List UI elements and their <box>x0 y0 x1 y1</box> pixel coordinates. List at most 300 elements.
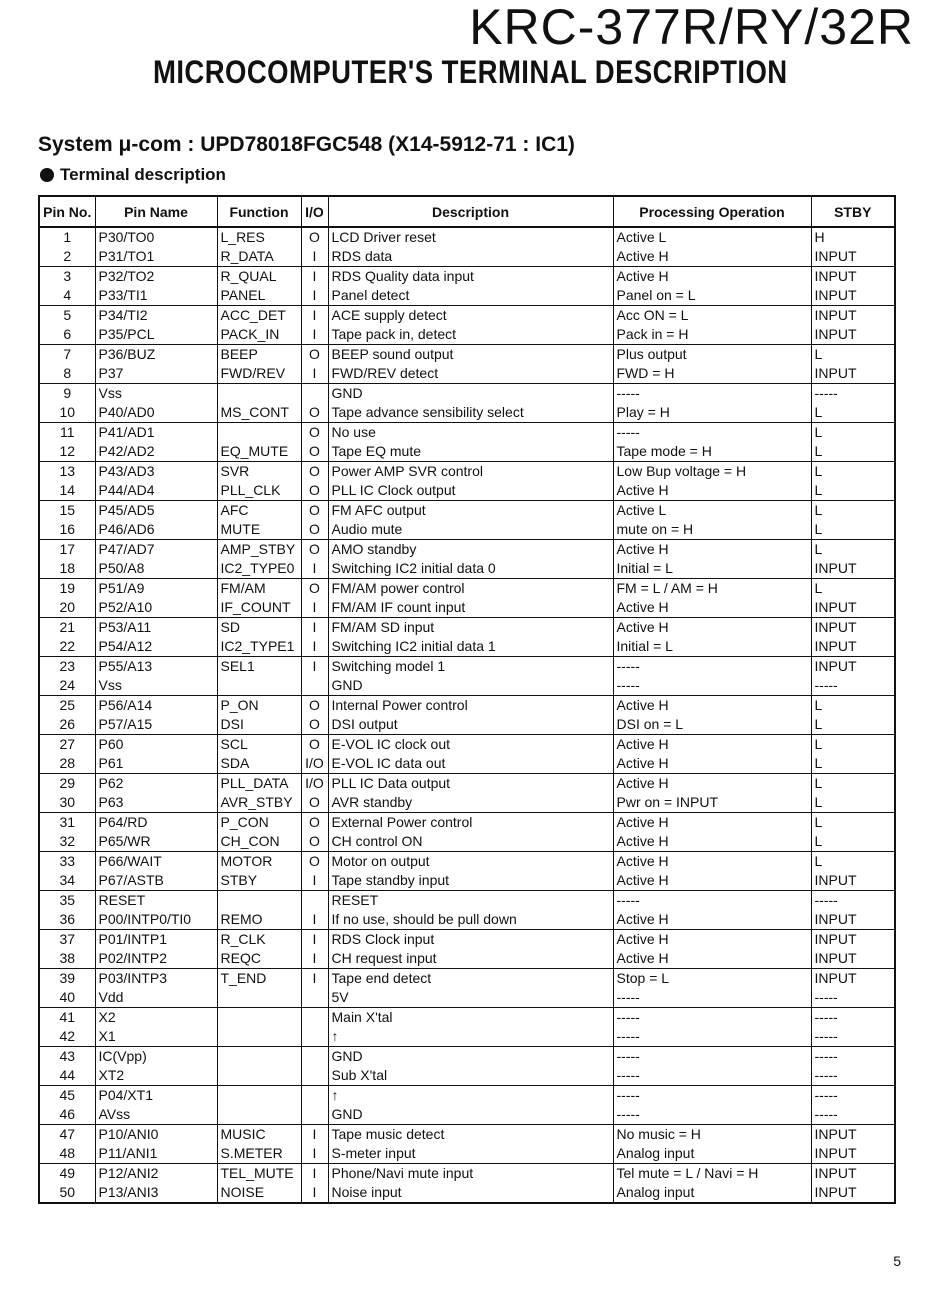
cell-description: No use <box>328 423 613 443</box>
cell-function: ACC_DET <box>217 306 301 326</box>
cell-io: I <box>301 598 328 618</box>
subsection-label: Terminal description <box>60 165 226 184</box>
cell-stby: ----- <box>811 1066 895 1086</box>
cell-pin-name: Vss <box>95 384 217 404</box>
cell-pin-no: 44 <box>39 1066 95 1086</box>
cell-pin-name: P54/A12 <box>95 637 217 657</box>
cell-stby: L <box>811 501 895 521</box>
cell-io: I/O <box>301 754 328 774</box>
cell-function: IC2_TYPE0 <box>217 559 301 579</box>
table-row <box>39 1125 895 1145</box>
cell-pin-name: P62 <box>95 774 217 794</box>
cell-pin-name: P52/A10 <box>95 598 217 618</box>
cell-function <box>217 891 301 911</box>
cell-processing-operation: Tape mode = H <box>613 442 811 462</box>
cell-pin-no: 38 <box>39 949 95 969</box>
cell-pin-name: P46/AD6 <box>95 520 217 540</box>
cell-processing-operation: ----- <box>613 423 811 443</box>
cell-io: O <box>301 345 328 365</box>
cell-description: 5V <box>328 988 613 1008</box>
cell-pin-no: 8 <box>39 364 95 384</box>
cell-pin-name: P34/TI2 <box>95 306 217 326</box>
table-row <box>39 1183 895 1203</box>
cell-io <box>301 1066 328 1086</box>
cell-function: SVR <box>217 462 301 482</box>
cell-description: Switching IC2 initial data 1 <box>328 637 613 657</box>
cell-processing-operation: Active H <box>613 871 811 891</box>
table-row <box>39 1086 895 1106</box>
cell-pin-no: 34 <box>39 871 95 891</box>
cell-pin-name: RESET <box>95 891 217 911</box>
terminal-table <box>38 195 896 1204</box>
cell-io: I <box>301 286 328 306</box>
cell-stby: INPUT <box>811 325 895 345</box>
cell-processing-operation: Active H <box>613 832 811 852</box>
cell-function: MUTE <box>217 520 301 540</box>
cell-io: O <box>301 501 328 521</box>
cell-io: O <box>301 227 328 247</box>
header-stby: STBY <box>811 196 895 227</box>
cell-pin-name: P50/A8 <box>95 559 217 579</box>
cell-function <box>217 1105 301 1125</box>
cell-pin-no: 12 <box>39 442 95 462</box>
cell-pin-name: P47/AD7 <box>95 540 217 560</box>
cell-function: R_CLK <box>217 930 301 950</box>
cell-pin-name: P43/AD3 <box>95 462 217 482</box>
cell-stby: L <box>811 520 895 540</box>
cell-function: IF_COUNT <box>217 598 301 618</box>
cell-description: GND <box>328 1105 613 1125</box>
cell-pin-name: P55/A13 <box>95 657 217 677</box>
cell-description: ACE supply detect <box>328 306 613 326</box>
cell-io: O <box>301 462 328 482</box>
cell-stby: L <box>811 774 895 794</box>
cell-pin-no: 2 <box>39 247 95 267</box>
cell-io: O <box>301 403 328 423</box>
cell-pin-name: P37 <box>95 364 217 384</box>
cell-description: S-meter input <box>328 1144 613 1164</box>
cell-io: I <box>301 559 328 579</box>
cell-processing-operation: Active H <box>613 949 811 969</box>
cell-stby: ----- <box>811 1008 895 1028</box>
cell-io: I <box>301 637 328 657</box>
table-row <box>39 559 895 579</box>
header-function: Function <box>217 196 301 227</box>
cell-processing-operation: Active H <box>613 813 811 833</box>
table-row <box>39 891 895 911</box>
cell-processing-operation: Active H <box>613 481 811 501</box>
cell-pin-no: 3 <box>39 267 95 287</box>
cell-stby: INPUT <box>811 910 895 930</box>
cell-pin-name: X2 <box>95 1008 217 1028</box>
cell-function: R_DATA <box>217 247 301 267</box>
cell-pin-no: 40 <box>39 988 95 1008</box>
table-row <box>39 754 895 774</box>
cell-description: FWD/REV detect <box>328 364 613 384</box>
table-row <box>39 774 895 794</box>
cell-function: NOISE <box>217 1183 301 1203</box>
cell-io: I <box>301 871 328 891</box>
table-row <box>39 1027 895 1047</box>
cell-processing-operation: ----- <box>613 1008 811 1028</box>
cell-description: Sub X'tal <box>328 1066 613 1086</box>
cell-description: Internal Power control <box>328 696 613 716</box>
cell-function <box>217 676 301 696</box>
cell-pin-no: 20 <box>39 598 95 618</box>
cell-processing-operation: ----- <box>613 1086 811 1106</box>
cell-stby: INPUT <box>811 637 895 657</box>
cell-pin-no: 7 <box>39 345 95 365</box>
cell-io: I <box>301 306 328 326</box>
cell-processing-operation: Tel mute = L / Navi = H <box>613 1164 811 1184</box>
cell-description: CH control ON <box>328 832 613 852</box>
cell-pin-no: 29 <box>39 774 95 794</box>
cell-stby: INPUT <box>811 618 895 638</box>
cell-pin-no: 5 <box>39 306 95 326</box>
cell-io <box>301 988 328 1008</box>
cell-pin-name: P10/ANI0 <box>95 1125 217 1145</box>
cell-io: I <box>301 247 328 267</box>
cell-stby: L <box>811 852 895 872</box>
table-header-row <box>39 196 895 227</box>
cell-function: AFC <box>217 501 301 521</box>
table-row <box>39 598 895 618</box>
cell-stby: L <box>811 540 895 560</box>
cell-stby: INPUT <box>811 871 895 891</box>
cell-function <box>217 384 301 404</box>
cell-pin-name: P40/AD0 <box>95 403 217 423</box>
cell-description: E-VOL IC data out <box>328 754 613 774</box>
cell-stby: ----- <box>811 1027 895 1047</box>
cell-pin-no: 15 <box>39 501 95 521</box>
cell-io: I <box>301 1164 328 1184</box>
cell-pin-no: 16 <box>39 520 95 540</box>
cell-stby: L <box>811 754 895 774</box>
cell-io: O <box>301 520 328 540</box>
cell-stby: INPUT <box>811 657 895 677</box>
cell-pin-no: 33 <box>39 852 95 872</box>
cell-function <box>217 423 301 443</box>
cell-processing-operation: Analog input <box>613 1144 811 1164</box>
cell-pin-no: 28 <box>39 754 95 774</box>
cell-function: IC2_TYPE1 <box>217 637 301 657</box>
table-row <box>39 949 895 969</box>
cell-pin-no: 37 <box>39 930 95 950</box>
table-row <box>39 423 895 443</box>
cell-pin-name: P66/WAIT <box>95 852 217 872</box>
table-row <box>39 696 895 716</box>
table-row <box>39 637 895 657</box>
system-mcu-title: System μ-com : UPD78018FGC548 (X14-5912-71 : IC1) <box>38 133 575 156</box>
cell-io: I <box>301 930 328 950</box>
cell-description: RDS data <box>328 247 613 267</box>
header-io: I/O <box>301 196 328 227</box>
cell-stby: INPUT <box>811 559 895 579</box>
cell-pin-no: 23 <box>39 657 95 677</box>
cell-processing-operation: Active H <box>613 910 811 930</box>
cell-pin-name: P63 <box>95 793 217 813</box>
cell-stby: L <box>811 442 895 462</box>
cell-pin-no: 19 <box>39 579 95 599</box>
cell-function: SCL <box>217 735 301 755</box>
cell-processing-operation: Low Bup voltage = H <box>613 462 811 482</box>
cell-io: I <box>301 364 328 384</box>
table-row <box>39 1144 895 1164</box>
cell-pin-no: 6 <box>39 325 95 345</box>
cell-io: O <box>301 735 328 755</box>
table-row <box>39 442 895 462</box>
cell-stby: L <box>811 579 895 599</box>
cell-pin-no: 49 <box>39 1164 95 1184</box>
cell-stby: L <box>811 793 895 813</box>
cell-description: Power AMP SVR control <box>328 462 613 482</box>
cell-stby: ----- <box>811 1086 895 1106</box>
cell-stby: L <box>811 481 895 501</box>
cell-pin-no: 11 <box>39 423 95 443</box>
cell-pin-no: 27 <box>39 735 95 755</box>
cell-function: AMP_STBY <box>217 540 301 560</box>
header-description: Description <box>328 196 613 227</box>
cell-pin-name: P31/TO1 <box>95 247 217 267</box>
cell-stby: INPUT <box>811 949 895 969</box>
cell-io: I/O <box>301 774 328 794</box>
cell-io: I <box>301 910 328 930</box>
table-row <box>39 540 895 560</box>
cell-pin-name: XT2 <box>95 1066 217 1086</box>
cell-pin-no: 36 <box>39 910 95 930</box>
cell-processing-operation: Active H <box>613 930 811 950</box>
cell-function <box>217 988 301 1008</box>
cell-processing-operation: Initial = L <box>613 637 811 657</box>
cell-description: Switching model 1 <box>328 657 613 677</box>
cell-description: Noise input <box>328 1183 613 1203</box>
cell-processing-operation: Panel on = L <box>613 286 811 306</box>
cell-stby: L <box>811 403 895 423</box>
cell-description: BEEP sound output <box>328 345 613 365</box>
cell-description: ↑ <box>328 1027 613 1047</box>
bullet-icon <box>40 168 54 182</box>
cell-pin-no: 26 <box>39 715 95 735</box>
table-row <box>39 618 895 638</box>
cell-function: FM/AM <box>217 579 301 599</box>
cell-stby: L <box>811 423 895 443</box>
table-row <box>39 520 895 540</box>
cell-description: FM/AM SD input <box>328 618 613 638</box>
header-pin-no: Pin No. <box>39 196 95 227</box>
cell-pin-name: P53/A11 <box>95 618 217 638</box>
cell-io <box>301 1086 328 1106</box>
cell-description: CH request input <box>328 949 613 969</box>
table-row <box>39 930 895 950</box>
page-title: MICROCOMPUTER'S TERMINAL DESCRIPTION <box>153 54 788 90</box>
cell-pin-name: AVss <box>95 1105 217 1125</box>
cell-function: AVR_STBY <box>217 793 301 813</box>
cell-processing-operation: ----- <box>613 1105 811 1125</box>
cell-description: AVR standby <box>328 793 613 813</box>
cell-description: ↑ <box>328 1086 613 1106</box>
cell-stby: H <box>811 227 895 247</box>
cell-description: DSI output <box>328 715 613 735</box>
cell-io: O <box>301 813 328 833</box>
cell-stby: INPUT <box>811 969 895 989</box>
cell-processing-operation: ----- <box>613 676 811 696</box>
cell-pin-no: 18 <box>39 559 95 579</box>
cell-io <box>301 384 328 404</box>
cell-pin-no: 43 <box>39 1047 95 1067</box>
cell-processing-operation: Pwr on = INPUT <box>613 793 811 813</box>
cell-function <box>217 1066 301 1086</box>
table-row <box>39 306 895 326</box>
cell-io: O <box>301 442 328 462</box>
cell-processing-operation: DSI on = L <box>613 715 811 735</box>
cell-function <box>217 1008 301 1028</box>
cell-function: REQC <box>217 949 301 969</box>
cell-function <box>217 1047 301 1067</box>
cell-function: SEL1 <box>217 657 301 677</box>
cell-processing-operation: ----- <box>613 384 811 404</box>
cell-pin-name: P44/AD4 <box>95 481 217 501</box>
cell-stby: ----- <box>811 1047 895 1067</box>
cell-pin-no: 47 <box>39 1125 95 1145</box>
cell-pin-name: P32/TO2 <box>95 267 217 287</box>
cell-processing-operation: No music = H <box>613 1125 811 1145</box>
cell-io: I <box>301 1183 328 1203</box>
table-row <box>39 501 895 521</box>
cell-description: FM AFC output <box>328 501 613 521</box>
header-pin-name: Pin Name <box>95 196 217 227</box>
table-row <box>39 852 895 872</box>
cell-pin-name: P61 <box>95 754 217 774</box>
cell-pin-name: P03/INTP3 <box>95 969 217 989</box>
cell-io: I <box>301 949 328 969</box>
table-row <box>39 871 895 891</box>
cell-pin-no: 4 <box>39 286 95 306</box>
cell-pin-name: P60 <box>95 735 217 755</box>
cell-pin-no: 30 <box>39 793 95 813</box>
cell-pin-no: 48 <box>39 1144 95 1164</box>
cell-function: PANEL <box>217 286 301 306</box>
cell-pin-no: 31 <box>39 813 95 833</box>
cell-description: GND <box>328 676 613 696</box>
table-row <box>39 462 895 482</box>
cell-function: EQ_MUTE <box>217 442 301 462</box>
cell-processing-operation: Active H <box>613 696 811 716</box>
cell-pin-name: P01/INTP1 <box>95 930 217 950</box>
cell-pin-no: 32 <box>39 832 95 852</box>
table-row <box>39 1164 895 1184</box>
cell-io <box>301 1027 328 1047</box>
cell-pin-no: 1 <box>39 227 95 247</box>
cell-function: T_END <box>217 969 301 989</box>
cell-processing-operation: Active H <box>613 735 811 755</box>
cell-stby: ----- <box>811 676 895 696</box>
cell-pin-no: 22 <box>39 637 95 657</box>
cell-stby: INPUT <box>811 1144 895 1164</box>
cell-description: GND <box>328 1047 613 1067</box>
cell-function: BEEP <box>217 345 301 365</box>
cell-stby: INPUT <box>811 364 895 384</box>
cell-processing-operation: FWD = H <box>613 364 811 384</box>
cell-io <box>301 1047 328 1067</box>
table-row <box>39 1066 895 1086</box>
cell-io: O <box>301 793 328 813</box>
table-row <box>39 247 895 267</box>
cell-stby: ----- <box>811 1105 895 1125</box>
table-row <box>39 969 895 989</box>
cell-function: DSI <box>217 715 301 735</box>
cell-function <box>217 1027 301 1047</box>
cell-processing-operation: Active H <box>613 247 811 267</box>
cell-io: O <box>301 832 328 852</box>
cell-function: REMO <box>217 910 301 930</box>
cell-description: RESET <box>328 891 613 911</box>
cell-io <box>301 676 328 696</box>
cell-pin-name: P42/AD2 <box>95 442 217 462</box>
cell-processing-operation: Active H <box>613 267 811 287</box>
cell-io: O <box>301 715 328 735</box>
cell-function: PLL_DATA <box>217 774 301 794</box>
cell-pin-name: P12/ANI2 <box>95 1164 217 1184</box>
cell-io: O <box>301 423 328 443</box>
cell-function: S.METER <box>217 1144 301 1164</box>
cell-io: I <box>301 1125 328 1145</box>
cell-stby: INPUT <box>811 306 895 326</box>
cell-pin-name: P02/INTP2 <box>95 949 217 969</box>
cell-processing-operation: Analog input <box>613 1183 811 1203</box>
cell-io: O <box>301 481 328 501</box>
cell-description: E-VOL IC clock out <box>328 735 613 755</box>
cell-pin-no: 10 <box>39 403 95 423</box>
cell-function: MOTOR <box>217 852 301 872</box>
table-row <box>39 715 895 735</box>
cell-processing-operation: Stop = L <box>613 969 811 989</box>
cell-description: External Power control <box>328 813 613 833</box>
cell-function: P_ON <box>217 696 301 716</box>
table-row <box>39 364 895 384</box>
cell-processing-operation: ----- <box>613 1047 811 1067</box>
cell-io <box>301 1008 328 1028</box>
cell-pin-name: P00/INTP0/TI0 <box>95 910 217 930</box>
page-number: 5 <box>893 1253 901 1269</box>
cell-io: I <box>301 969 328 989</box>
cell-stby: INPUT <box>811 267 895 287</box>
cell-pin-no: 9 <box>39 384 95 404</box>
cell-stby: INPUT <box>811 930 895 950</box>
table-row <box>39 481 895 501</box>
cell-processing-operation: Plus output <box>613 345 811 365</box>
header-processing-operation: Processing Operation <box>613 196 811 227</box>
cell-description: GND <box>328 384 613 404</box>
cell-processing-operation: Play = H <box>613 403 811 423</box>
cell-pin-no: 35 <box>39 891 95 911</box>
table-row <box>39 832 895 852</box>
cell-function: SDA <box>217 754 301 774</box>
cell-stby: INPUT <box>811 286 895 306</box>
cell-function: MS_CONT <box>217 403 301 423</box>
cell-function: MUSIC <box>217 1125 301 1145</box>
cell-function: FWD/REV <box>217 364 301 384</box>
cell-processing-operation: Acc ON = L <box>613 306 811 326</box>
cell-description: Tape music detect <box>328 1125 613 1145</box>
cell-processing-operation: Active H <box>613 540 811 560</box>
cell-function: SD <box>217 618 301 638</box>
cell-pin-no: 25 <box>39 696 95 716</box>
cell-stby: L <box>811 345 895 365</box>
cell-io: I <box>301 267 328 287</box>
table-row <box>39 813 895 833</box>
cell-pin-no: 24 <box>39 676 95 696</box>
cell-description: RDS Clock input <box>328 930 613 950</box>
